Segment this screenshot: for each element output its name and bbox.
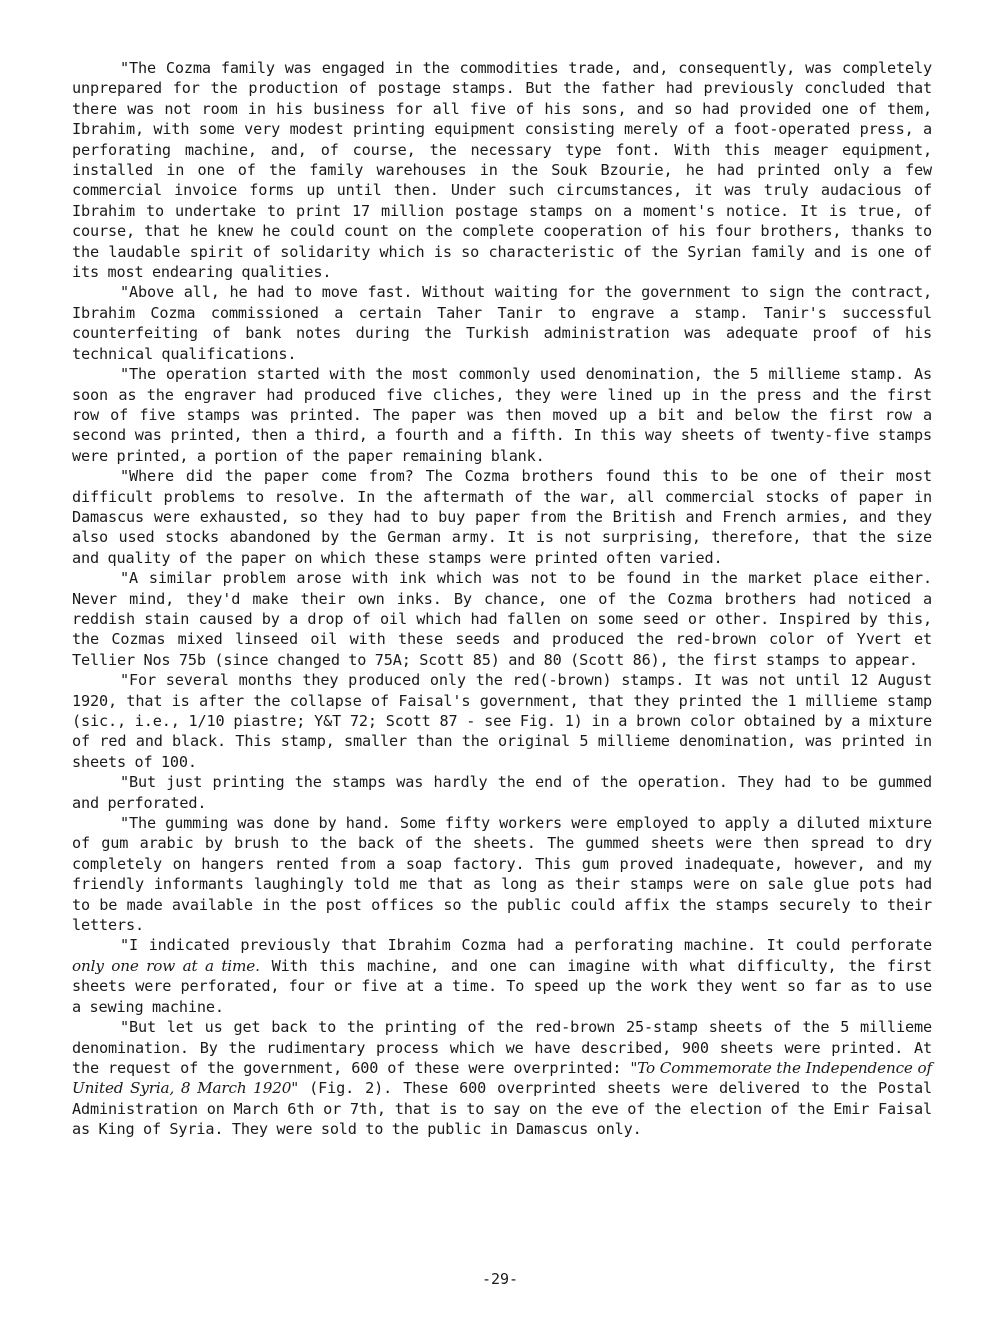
- paragraph-overprint: [72, 1017, 932, 1139]
- paragraph-red-brown-stamps: "For several months they produced only the red(-brown) stamps. It was not until 12 August 1920, that is after the collapse of Faisal's government, that they printed the 1 millieme stamp (sic., i.e., 1/10 piastre; Y&T 72; Scott 87 - see Fig. 1) in a brown color obtained by a mixture of red and black. This stamp, smaller than the original 5 millieme denomination, was printed in sheets of 100.: [72, 671, 932, 771]
- paragraph-operation-started: "The operation started with the most commonly used denomination, the 5 millieme stamp. As soon as the engraver had produced five cliches, they were lined up in the press and the first row of five stamps was printed. The paper was then moved up a bit and below the first row a second was printed, then a third, a fourth and a fifth. In this way sheets of twenty-five stamps were printed, a portion of the paper remaining blank.: [72, 365, 932, 465]
- paragraph-cozma-family: "The Cozma family was engaged in the commodities trade, and, consequently, was completely unprepared for the production of postage stamps. But the father had previously concluded that there was not room in his business for all five of his sons, and so had provided one of them, Ibrahim, with some very modest printing equipment consisting merely of a foot-operated press, a perforating machine, and, of course, the necessary type font. With this meager equipment, installed in one of the family warehouses in the Souk Bzourie, he had printed only a few commercial invoice forms up until then. Under such circumstances, it was truly audacious of Ibrahim to undertake to print 17 million postage stamps on a moment's notice. It is true, of course, that he knew he could count on the complete cooperation of his four brothers, thanks to the laudable spirit of solidarity which is so characteristic of the Syrian family and is one of its most endearing qualities.: [72, 59, 932, 282]
- paragraph-paper-source: "Where did the paper come from? The Cozma brothers found this to be one of their most difficult problems to resolve. In the aftermath of the war, all commercial stocks of paper in Damascus were exhausted, so they had to buy paper from the British and French armies, and they also used stocks abandoned by the German army. It is not surprising, therefore, that the size and quality of the paper on which these stamps were printed often varied.: [72, 467, 932, 567]
- paragraph-move-fast: "Above all, he had to move fast. Without waiting for the government to sign the contract, Ibrahim Cozma commissioned a certain Taher Tanir to engrave a stamp. Tanir's successful counterfeiting of bank notes during the Turkish administration was adequate proof of his technical qualifications.: [72, 283, 932, 363]
- paragraph-ink-problem: "A similar problem arose with ink which was not to be found in the market place either. Never mind, they'd make their own inks. By chance, one of the Cozma brothers had noticed a reddish stain caused by a drop of oil which had fallen on some seed or other. Inspired by this, the Cozmas mixed linseed oil with these seeds and produced the red-brown color of Yvert et Tellier Nos 75b (since changed to 75A; Scott 85) and 80 (Scott 86), the first stamps to appear.: [72, 569, 932, 669]
- paragraph-gummed-perforated: "But just printing the stamps was hardly the end of the operation. They had to be gummed and perforated.: [72, 773, 932, 812]
- paragraph-gumming: "The gumming was done by hand. Some fifty workers were employed to apply a diluted mixture of gum arabic by brush to the back of the sheets. The gummed sheets were then spread to dry completely on hangers rented from a soap factory. This gum proved inadequate, however, and my friendly informants laughingly told me that as long as their stamps were on sale glue pots had to be made available in the post offices so the public could affix the stamps securely to their letters.: [72, 814, 932, 935]
- paragraph-perforating-machine: [72, 935, 932, 1017]
- perforating-emphasis: only one row at a time.: [72, 956, 260, 975]
- perforating-text-before: "I indicated previously that Ibrahim Cozma had a perforating machine. It could perforate: [120, 936, 932, 955]
- overprint-quote: "To Commemorate the Independence of United Syria, 8 March 1920": [72, 1058, 932, 1098]
- overprint-text-before: "But let us get back to the printing of the red-brown 25-stamp sheets of the 5 millieme denomination. By the rudimentary process which we have described, 900 sheets were printed. At the request of the government, 600 of these were overprinted:: [72, 1018, 932, 1077]
- page-number: -29-: [481, 1270, 519, 1288]
- document-body: [72, 58, 932, 1140]
- overprint-text-after: (Fig. 2). These 600 overprinted sheets were delivered to the Postal Administration on March 6th or 7th, that is to say on the eve of the election of the Emir Faisal as King of Syria. They were sold to the public in Damascus only.: [72, 1079, 932, 1139]
- perforating-text-after: With this machine, and one can imagine with what difficulty, the first sheets were perforated, four or five at a time. To speed up the work they went so far as to use a sewing machine.: [72, 956, 932, 1016]
